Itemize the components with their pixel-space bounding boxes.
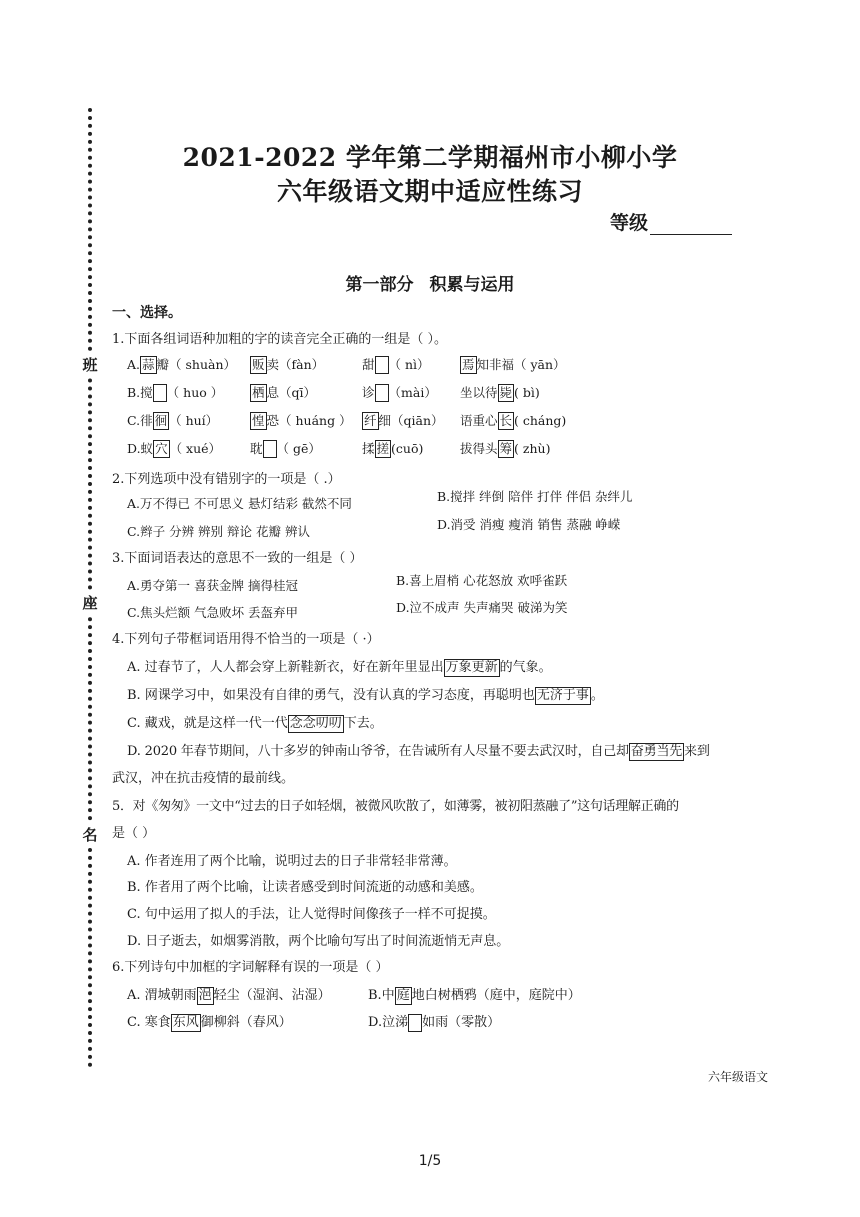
q4-option-b: B. 网课学习中，如果没有自律的勇气，没有认真的学习态度，再聪明也 无济于事 。: [127, 688, 604, 703]
q1-option-c-4: 语重心 长 ( cháng): [460, 413, 567, 428]
q6-option-d: D.泣涕 如雨（零散）: [368, 1015, 501, 1030]
part-number: 第一部分: [345, 275, 414, 295]
q1-option-b-3: 诊 （mài）: [362, 385, 437, 400]
q6-option-a: A. 渭城朝雨 浥 轻尘（湿润、沾湿）: [127, 988, 331, 1003]
q3-stem: 3.下面词语表达的意思不一致的一组是（ ）: [112, 551, 363, 566]
q1-option-d: D.蚁 穴 （ xué）: [127, 441, 222, 456]
q6-option-b: B.中 庭 地白树栖鸦（庭中，庭院中）: [368, 988, 581, 1003]
q2-option-c: C.辫子 分辨 辨别 辩论 花瓣 辨认: [127, 524, 310, 539]
binding-dotted-line: [88, 108, 92, 1068]
q3-option-b: B.喜上眉梢 心花怒放 欢呼雀跃: [396, 573, 568, 588]
page-number: 1/5: [418, 1153, 442, 1169]
grade-blank: [650, 216, 732, 235]
q1-option-d-3: 揉 搓 (cuō): [362, 441, 424, 456]
q1-option-b-2: 栖 息（qī）: [252, 385, 317, 400]
q1-stem: 1.下面各组词语种加粗的字的读音完全正确的一组是（ ）。: [112, 332, 448, 347]
q5-option-d: D. 日子逝去，如烟雾消散，两个比喻句写出了时间流逝悄无声息。: [127, 934, 510, 949]
binding-label-class: 班: [80, 352, 100, 377]
q2-option-b: B.搅拌 绊倒 陪伴 打伴 伴侣 杂绊儿: [437, 489, 633, 504]
binding-label-seat: 座: [80, 590, 100, 615]
part-title: [0, 270, 860, 295]
q4-option-d: D. 2020 年春节期间，八十多岁的钟南山爷爷，在告诫所有人尽量不要去武汉时，自己却 奋勇当先 来到: [127, 744, 710, 759]
q1-option-c: C.徘 徊 （ huí）: [127, 413, 219, 428]
q5-stem: 5．对《匆匆》一文中“过去的日子如轻烟，被微风吹散了，如薄雾，被初阳蒸融了”这句话理解正确的: [112, 799, 679, 814]
footer-subject: 六年级语文: [708, 1070, 769, 1084]
q1-option-a-4: 焉 知非福（ yān）: [462, 357, 566, 372]
q5-stem-cont: 是（ ）: [112, 826, 156, 841]
q5-option-b: B. 作者用了两个比喻，让读者感受到时间流逝的动感和美感。: [127, 880, 483, 895]
section-title: 一、选择。: [112, 305, 182, 321]
q1-option-b-4: 坐以待 毙 ( bì): [460, 385, 540, 400]
q2-stem: 2.下列选项中没有错别字的一项是（ .）: [112, 472, 341, 487]
q1-option-a-2: 贩 卖（fàn）: [252, 357, 325, 372]
q4-option-c: C. 藏戏，就是这样一代一代 念念叨叨 下去。: [127, 716, 383, 731]
q6-option-c: C. 寒食 东风 御柳斜（春风）: [127, 1015, 292, 1030]
q1-option-d-4: 拔得头 筹 ( zhù): [460, 441, 551, 456]
q3-option-d: D.泣不成声 失声痛哭 破涕为笑: [396, 600, 568, 615]
q1-option-b: B.搅 （ huo ）: [127, 385, 224, 400]
q1-option-d-2: 耽 （ gē）: [250, 441, 321, 456]
q2-option-a: A.万不得已 不可思义 悬灯结彩 截然不同: [127, 496, 352, 511]
q5-option-c: C. 句中运用了拟人的手法，让人觉得时间像孩子一样不可捉摸。: [127, 907, 496, 922]
exam-title-line2: 六年级语文期中适应性练习: [276, 177, 583, 206]
q1-option-a-3: 甜 （ nì）: [362, 357, 430, 372]
exam-title-line1: 2021-2022 学年第二学期福州市小柳小学: [182, 143, 678, 172]
binding-label-name: 名: [80, 822, 100, 847]
q3-option-a: A.勇夺第一 喜获金牌 摘得桂冠: [127, 578, 298, 593]
part-name: 积累与运用: [429, 275, 515, 295]
q3-option-c: C.焦头烂额 气急败坏 丢盔弃甲: [127, 605, 299, 620]
grade-field: [610, 208, 732, 235]
q4-option-d-cont: 武汉，冲在抗击疫情的最前线。: [112, 771, 295, 786]
q1-option-a: A. 蒜 瓣（ shuàn）: [127, 357, 237, 372]
q4-option-a: A. 过春节了，人人都会穿上新鞋新衣，好在新年里显出 万象更新 的气象。: [127, 660, 552, 675]
q5-option-a: A. 作者连用了两个比喻，说明过去的日子非常轻非常薄。: [127, 854, 457, 869]
q2-option-d: D.消受 消瘦 瘦消 销售 蒸融 峥嵘: [437, 517, 621, 532]
q4-stem: 4.下列句子带框词语用得不恰当的一项是（ ·）: [112, 632, 380, 647]
q6-stem: 6.下列诗句中加框的字词解释有误的一项是（ ）: [112, 960, 389, 975]
q1-option-c-2: 惶 恐（ huáng ）: [252, 413, 352, 428]
grade-label: 等级: [610, 212, 649, 234]
q1-option-c-3: 纤 细（qiān）: [364, 413, 444, 428]
